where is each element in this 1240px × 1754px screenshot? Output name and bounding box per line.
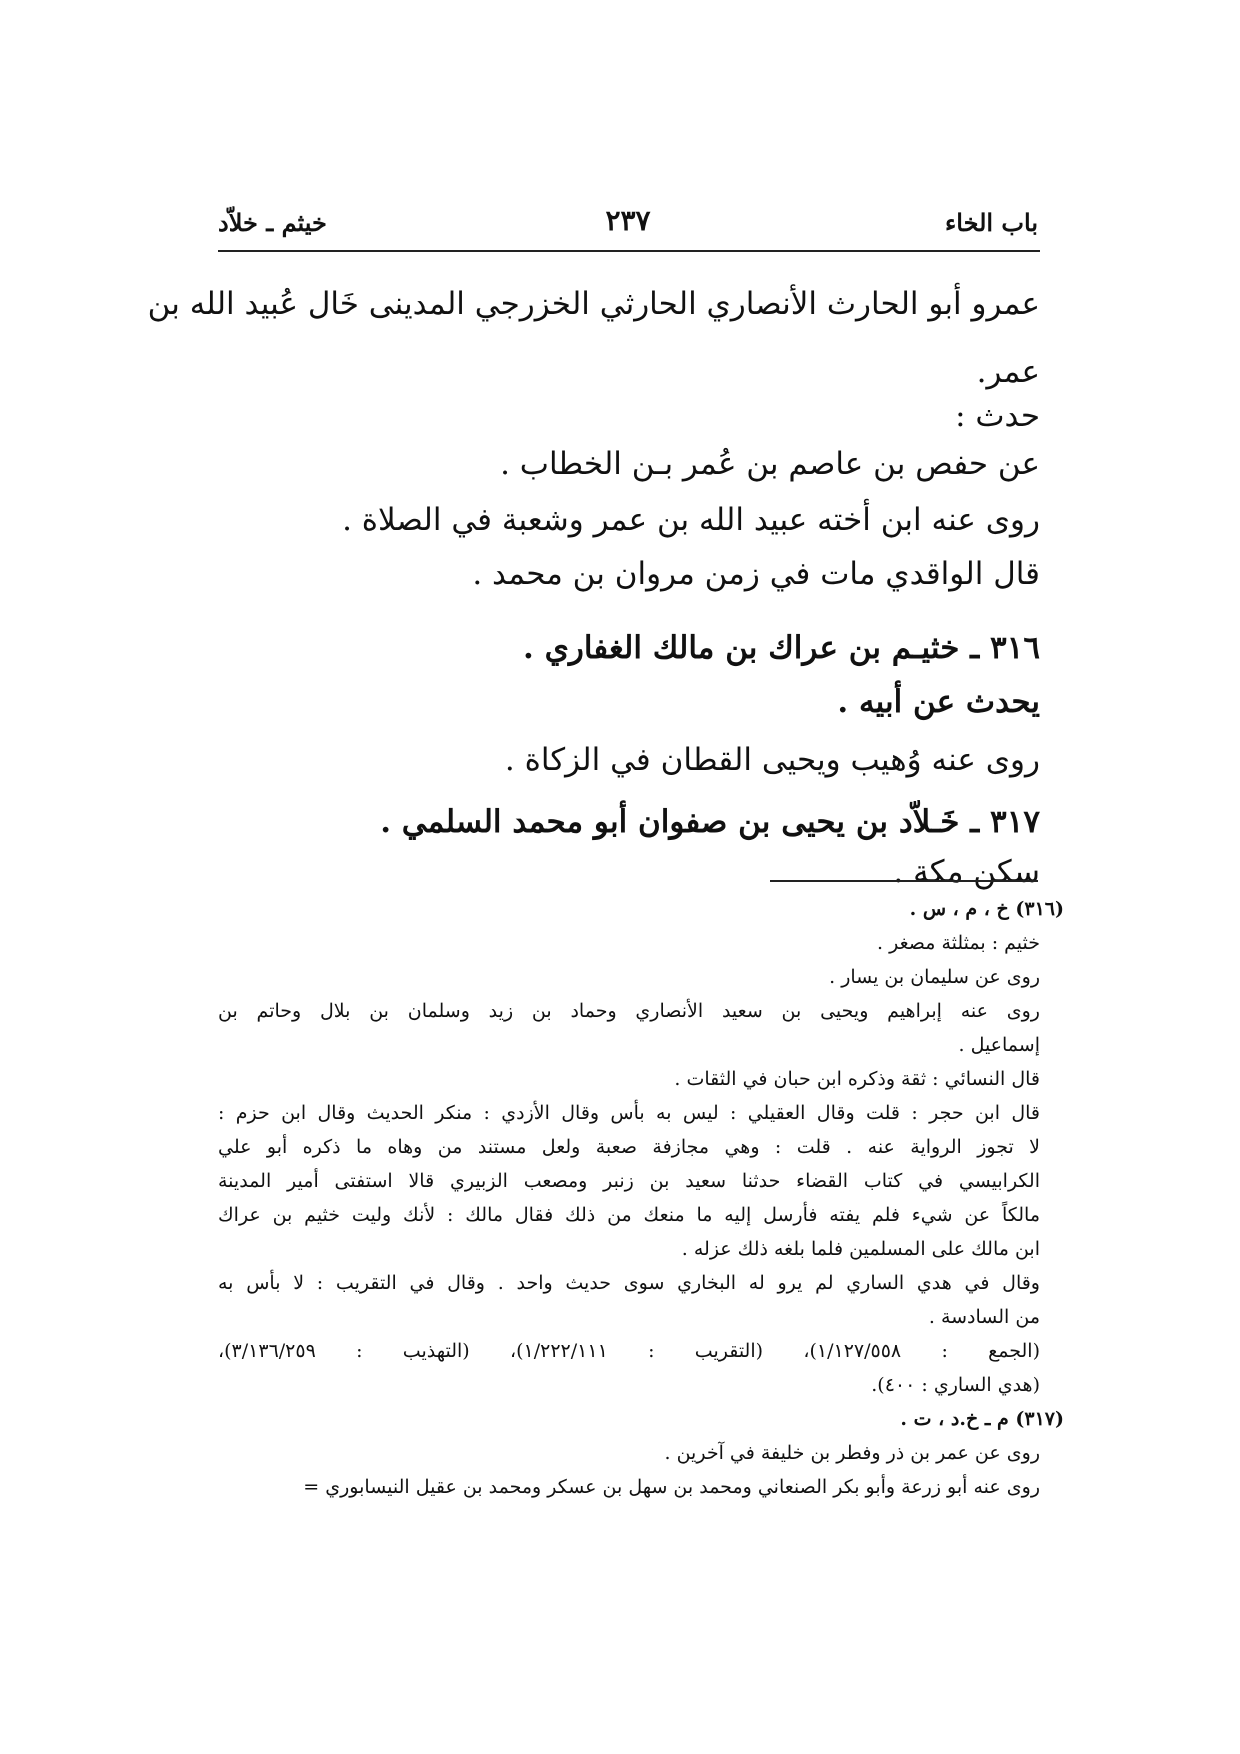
footnote-line: الكرابيسي في كتاب القضاء حدثنا سعيد بن زنبر ومصعب الزبيري قالا استفتى أمير المدينة bbox=[218, 1170, 1040, 1192]
text-line: روى عنه وُهيب ويحيى القطان في الزكاة . bbox=[504, 742, 1040, 778]
footnote-line: روى عنه إبراهيم ويحيى بن سعيد الأنصاري وحماد بن زيد وسلمان بن بلال وحاتم بن bbox=[218, 1000, 1040, 1022]
footnote-line: قال ابن حجر : قلت وقال العقيلي : ليس به بأس وقال الأزدي : منكر الحديث وقال ابن حزم : bbox=[218, 1102, 1040, 1124]
footnote-marker-316: (٣١٦) خ ، م ، س . bbox=[909, 898, 1064, 920]
footnote-line: (هدي الساري : ٤٠٠). bbox=[871, 1374, 1040, 1396]
footnote-rule bbox=[770, 880, 1038, 882]
text-line: سكن مكة . bbox=[893, 854, 1040, 890]
footnote-line: روى عن سليمان بن يسار . bbox=[829, 966, 1040, 988]
text-line: عمرو أبو الحارث الأنصاري الحارثي الخزرجي المدينى خَال عُبيد الله بن bbox=[147, 286, 1040, 322]
entry-heading-316: ٣١٦ ـ خثيـم بن عراك بن مالك الغفاري . bbox=[523, 630, 1040, 666]
footnote-marker-317: (٣١٧) م ـ خ.د ، ت . bbox=[900, 1408, 1064, 1430]
text-line: عن حفص بن عاصم بن عُمر بـن الخطاب . bbox=[500, 446, 1040, 482]
text-line: روى عنه ابن أخته عبيد الله بن عمر وشعبة في الصلاة . bbox=[342, 502, 1040, 538]
footnote-line: من السادسة . bbox=[928, 1306, 1040, 1328]
entries-range: خيثم ـ خلاّد bbox=[218, 208, 327, 237]
text-line: يحدث عن أبيه . bbox=[837, 684, 1040, 720]
running-header bbox=[218, 200, 1038, 252]
footnote-line: مالكاً عن شيء فلم يفته فأرسل إليه ما منعك من ذلك فقال مالك : لأنك وليت خثيم بن عراك bbox=[218, 1204, 1040, 1226]
chapter-title: باب الخاء bbox=[944, 208, 1038, 237]
footnote-line: روى عنه أبو زرعة وأبو بكر الصنعاني ومحمد بن سهل بن عسكر ومحمد بن عقيل النيسابوري = bbox=[303, 1476, 1040, 1498]
footnote-line: ابن مالك على المسلمين فلما بلغه ذلك عزله . bbox=[681, 1238, 1040, 1260]
footnote-line: إسماعيل . bbox=[958, 1034, 1040, 1056]
text-line: حدث : bbox=[955, 398, 1040, 434]
header-rule bbox=[218, 250, 1040, 252]
footnote-line: قال النسائي : ثقة وذكره ابن حبان في الثقات . bbox=[674, 1068, 1040, 1090]
footnote-line: وقال في هدي الساري لم يرو له البخاري سوى حديث واحد . وقال في التقريب : لا بأس به bbox=[218, 1272, 1040, 1294]
footnote-line: خثيم : بمثلثة مصغر . bbox=[877, 932, 1040, 954]
footnote-line: روى عن عمر بن ذر وفطر بن خليفة في آخرين . bbox=[664, 1442, 1040, 1464]
page-number: ٢٣٧ bbox=[605, 204, 651, 237]
footnote-references: (الجمع : ١/١٢٧/٥٥٨)، (التقريب : ١/٢٢٢/١١١)، (التهذيب : ٣/١٣٦/٢٥٩)، bbox=[218, 1340, 1040, 1362]
footnote-line: لا تجوز الرواية عنه . قلت : وهي مجازفة صعبة ولعل مستند من وهاه ما ذكره أبو علي bbox=[218, 1136, 1040, 1158]
text-line: قال الواقدي مات في زمن مروان بن محمد . bbox=[472, 556, 1040, 592]
entry-heading-317: ٣١٧ ـ خَـلاّد بن يحيى بن صفوان أبو محمد السلمي . bbox=[380, 804, 1040, 840]
text-line: عمر. bbox=[976, 354, 1040, 390]
